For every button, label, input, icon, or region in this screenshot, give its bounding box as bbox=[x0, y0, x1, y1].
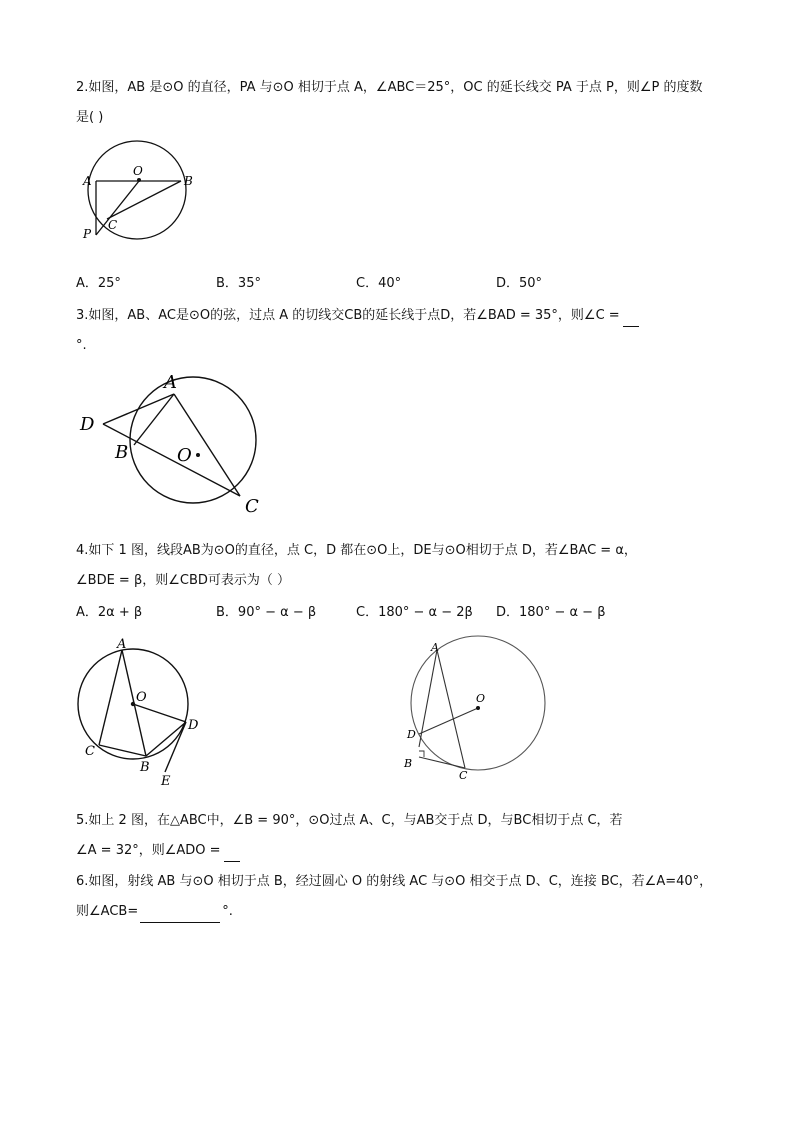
q2-label-A: A bbox=[83, 174, 92, 188]
q6-answer-blank bbox=[140, 902, 220, 923]
q4f1-label-E: E bbox=[161, 774, 171, 789]
q3-label-B: B bbox=[115, 442, 129, 463]
q4f2-label-A: A bbox=[431, 641, 439, 654]
q3-stem-line2: °. bbox=[76, 338, 87, 353]
q4f2-label-O: O bbox=[476, 692, 486, 705]
q4-option-d: D．180° − α − β bbox=[496, 605, 606, 620]
q4-stem-line2: ∠BDE = β，则∠CBD可表示为（ ） bbox=[76, 573, 291, 588]
q2-label-O: O bbox=[133, 164, 143, 178]
q3-label-A: A bbox=[164, 372, 177, 393]
q4f2-segment-DO bbox=[419, 708, 478, 734]
q3-stem-text: 3.如图，AB、AC是⊙O的弦，过点 A 的切线交CB的延长线于点D，若∠BAD = 35°，则∠C = bbox=[76, 308, 620, 323]
q6-stem-prefix: 则∠ACB= bbox=[76, 904, 139, 919]
q2-label-P: P bbox=[83, 227, 92, 241]
q6-stem-line1: 6.如图，射线 AB 与⊙O 相切于点 B，经过圆心 O 的射线 AC 与⊙O 相交于点 D、C，连接 BC，若∠A=40°， bbox=[76, 874, 713, 889]
q4f1-label-B: B bbox=[140, 760, 150, 775]
q4f2-segment-AC bbox=[437, 650, 465, 768]
q2-stem-line1: 2.如图，AB 是⊙O 的直径，PA 与⊙O 相切于点 A，∠ABC＝25°，OC 的延长线交 PA 于点 P，则∠P 的度数 bbox=[76, 80, 703, 95]
q4f1-label-D: D bbox=[188, 718, 199, 733]
q4f2-label-B: B bbox=[404, 757, 413, 770]
q4-option-a: A．2α + β bbox=[76, 605, 143, 620]
q5-answer-blank bbox=[224, 841, 240, 862]
q3-label-C: C bbox=[245, 496, 259, 517]
q4f2-label-C: C bbox=[459, 769, 468, 782]
q2-option-a: A．25° bbox=[76, 276, 121, 291]
q2-stem-line2: 是( ) bbox=[76, 110, 104, 125]
q4f2-segment-BC bbox=[419, 757, 465, 768]
q5-stem-text: ∠A = 32°，则∠ADO = bbox=[76, 843, 221, 858]
q2-option-d: D．50° bbox=[496, 276, 543, 291]
q2-label-B: B bbox=[184, 174, 193, 188]
q2-label-C: C bbox=[108, 218, 118, 232]
q4f1-label-A: A bbox=[117, 637, 127, 652]
q6-stem-line2 bbox=[76, 902, 233, 923]
q5-stem-line1: 5.如上 2 图，在△ABC中，∠B = 90°，⊙O过点 A、C，与AB交于点 D，与BC相切于点 C，若 bbox=[76, 813, 623, 828]
q4-stem-line1: 4.如下 1 图，线段AB为⊙O的直径，点 C，D 都在⊙O上，DE与⊙O相切于点 D，若∠BAC = α， bbox=[76, 543, 637, 558]
q4f2-label-D: D bbox=[407, 728, 416, 741]
q4f1-label-O: O bbox=[136, 690, 147, 705]
q6-stem-suffix: °. bbox=[222, 904, 233, 919]
q3-label-O: O bbox=[177, 445, 192, 466]
q3-label-D: D bbox=[80, 414, 95, 435]
q2-option-c: C．40° bbox=[356, 276, 402, 291]
q4f1-label-C: C bbox=[85, 744, 95, 759]
q4-option-b: B．90° − α − β bbox=[216, 605, 317, 620]
q5-stem-line2 bbox=[76, 841, 240, 862]
q4-option-c: C．180° − α − 2β bbox=[356, 605, 473, 620]
q4f2-center-dot bbox=[476, 706, 480, 710]
q4f2-right-angle-mark bbox=[419, 751, 424, 757]
q2-option-b: B．35° bbox=[216, 276, 261, 291]
